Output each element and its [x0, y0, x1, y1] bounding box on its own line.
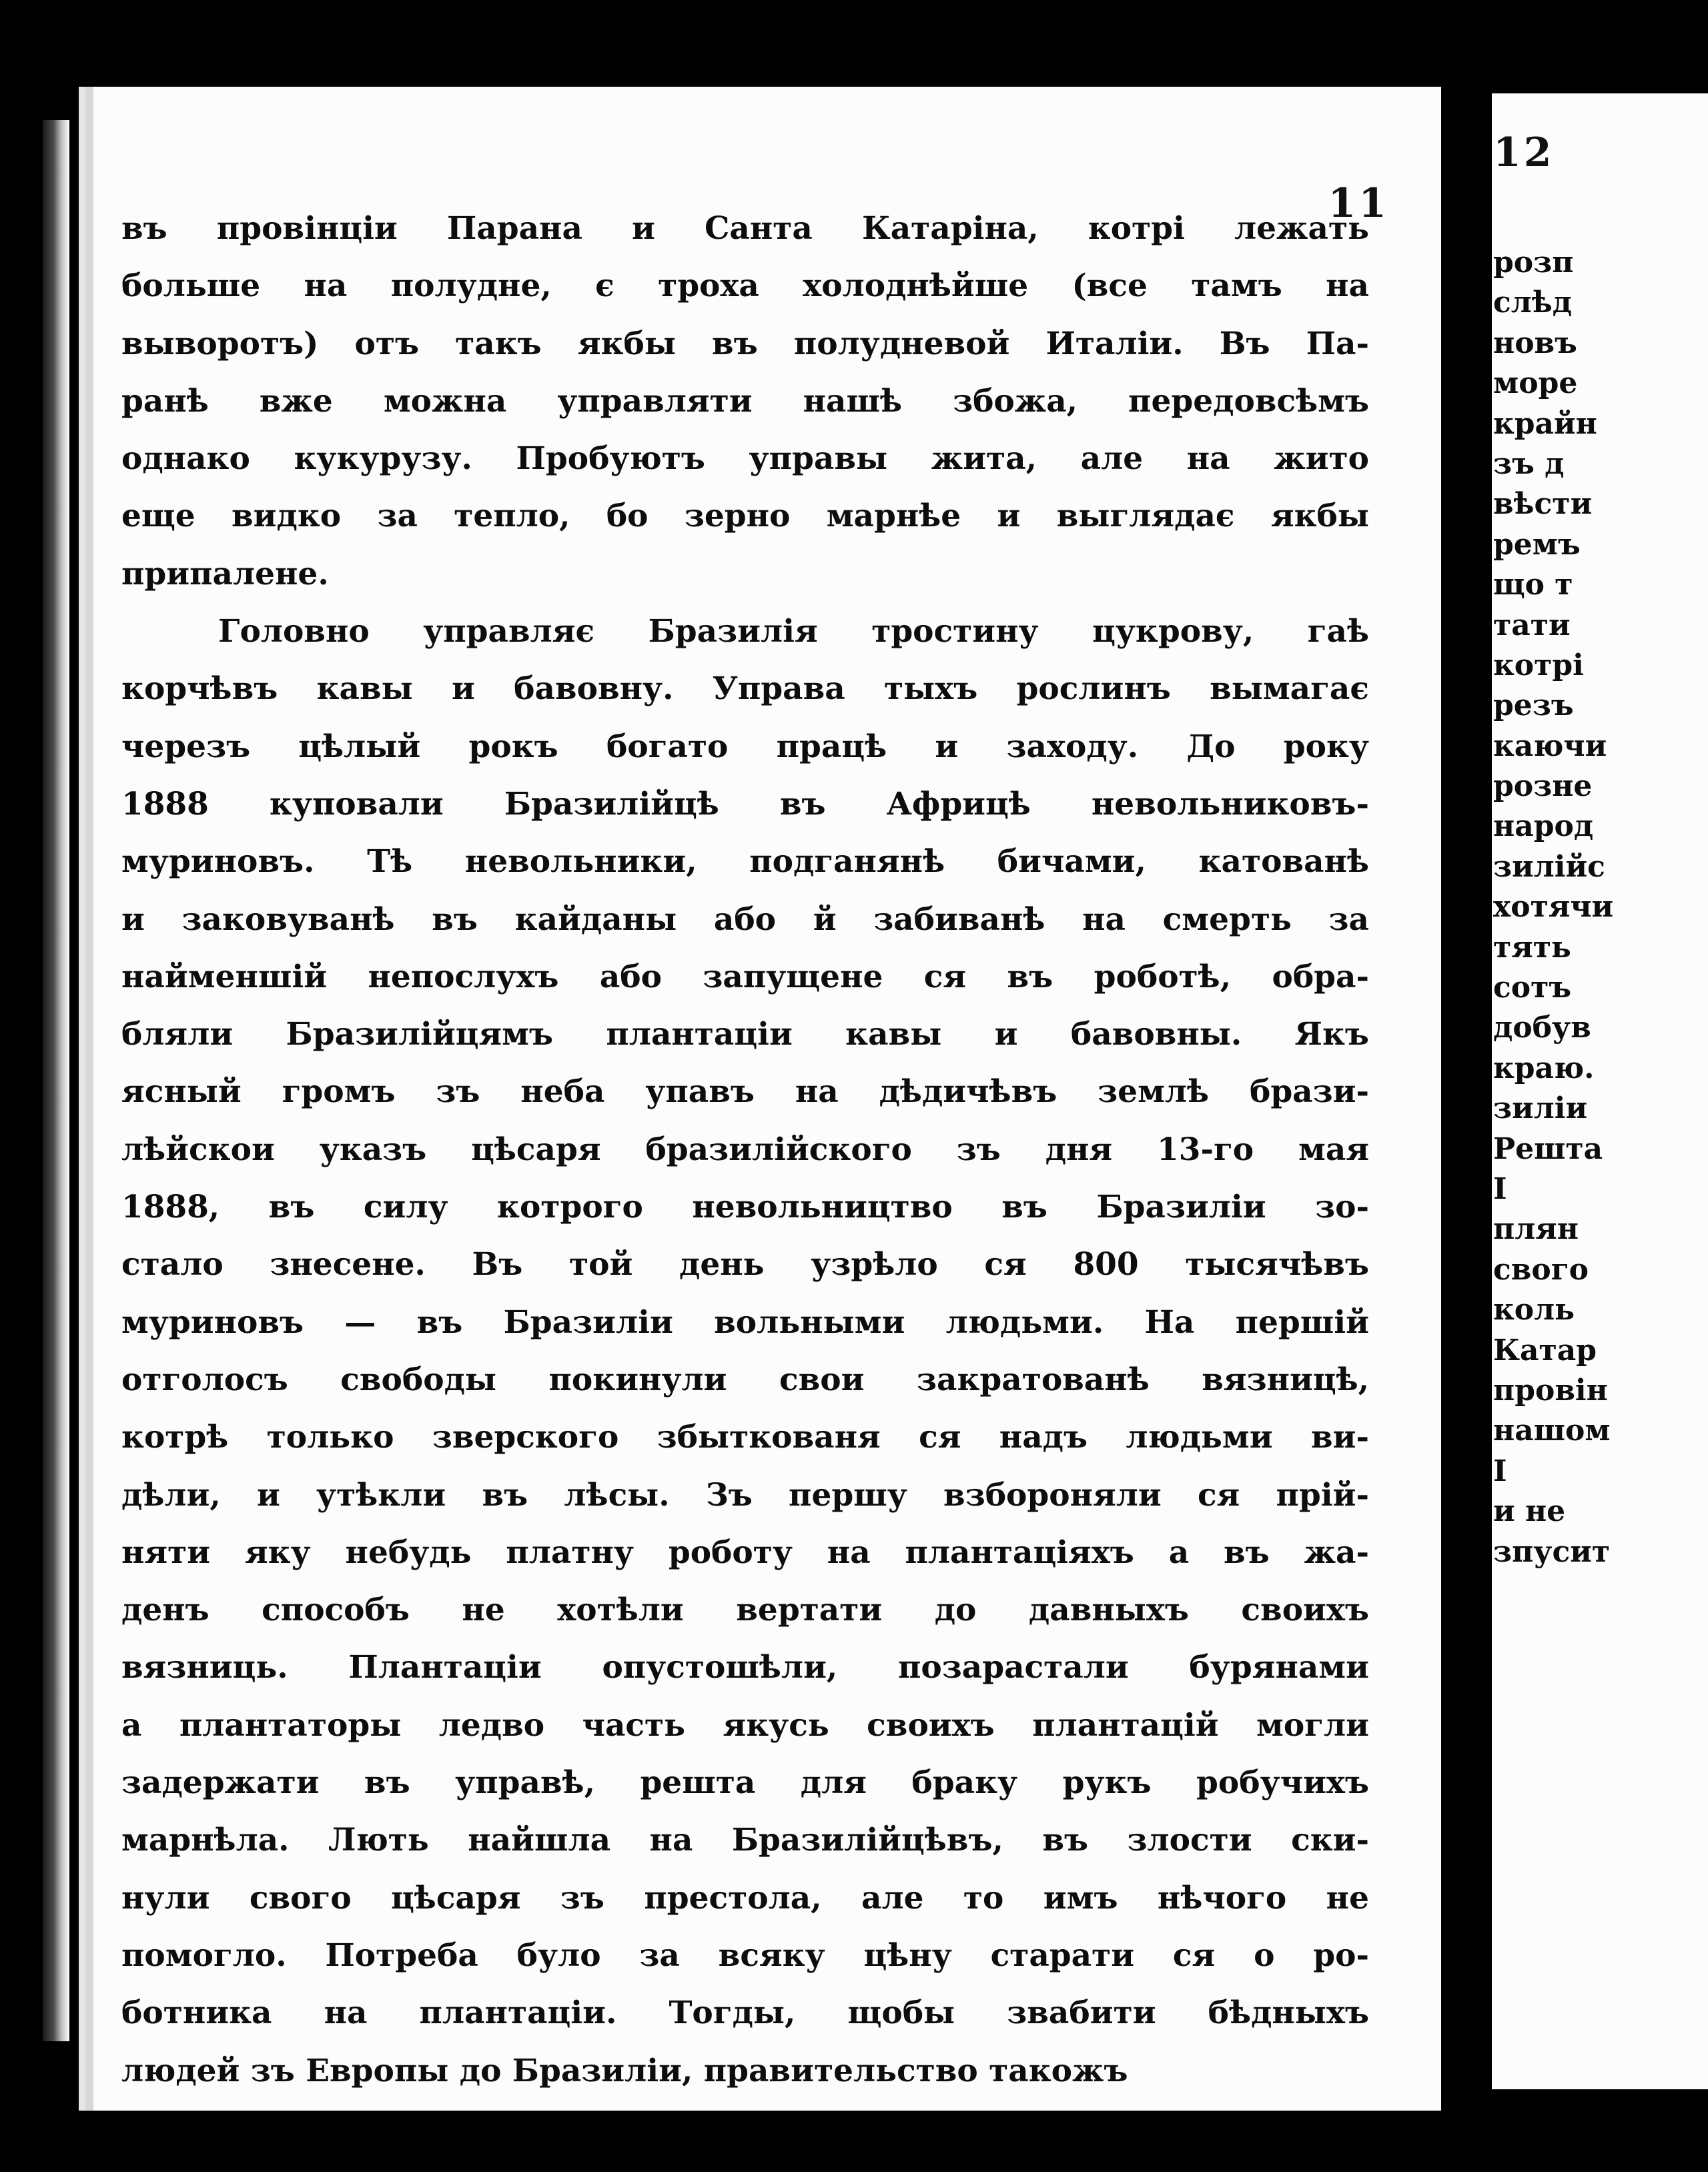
- text-line-fragment: зилійс: [1493, 849, 1605, 884]
- text-line-fragment: новъ: [1493, 326, 1577, 360]
- right-page: [1492, 93, 1708, 2089]
- text-line-fragment: каючи: [1493, 728, 1607, 763]
- text-line-fragment: добув: [1493, 1011, 1591, 1045]
- text-line: няти яку небудь платну роботу на плантаціяхъ а въ жа-: [121, 1534, 1369, 1571]
- text-line-fragment: зиліи: [1493, 1091, 1588, 1126]
- text-line: припалене.: [121, 555, 329, 592]
- right-page-text: [1493, 243, 1708, 1572]
- text-line: стало знесене. Въ той день узрѣло ся 800 тысячѣвъ: [121, 1246, 1369, 1283]
- text-line-fragment: ремъ: [1493, 527, 1581, 562]
- scan-background-bottom: [1484, 2089, 1708, 2172]
- text-line-fragment: провін: [1493, 1373, 1608, 1408]
- text-line-fragment: котрі: [1493, 648, 1584, 682]
- text-line: корчѣвъ кавы и бавовну. Управа тыхъ рослинъ вымагає: [121, 670, 1369, 708]
- text-line-fragment: резъ: [1493, 688, 1574, 723]
- text-line: людей зъ Европы до Бразиліи, правительство такожъ: [121, 2052, 1128, 2089]
- text-line-fragment: Решта: [1493, 1131, 1603, 1166]
- text-line-fragment: плян: [1493, 1212, 1579, 1247]
- text-line-fragment: и не: [1493, 1494, 1566, 1529]
- text-line: муриновъ. Тѣ невольники, подганянѣ бичами, катованѣ: [121, 843, 1369, 881]
- text-line-fragment: І: [1493, 1171, 1507, 1206]
- text-line-fragment: краю.: [1493, 1051, 1595, 1085]
- text-line: въ провінціи Парана и Санта Катаріна, котрі лежать: [121, 210, 1369, 247]
- text-line: а плантаторы ледво часть якусь своихъ плантацій могли: [121, 1706, 1369, 1744]
- text-line: выворотъ) отъ такъ якбы въ полудневой Италіи. Въ Па-: [121, 325, 1369, 362]
- text-line: муриновъ — въ Бразиліи вольными людьми. На першій: [121, 1303, 1369, 1341]
- text-line: ботника на плантаціи. Тогды, щобы звабити бѣдныхъ: [121, 1995, 1369, 2032]
- text-line: марнѣла. Лють найшла на Бразилійцѣвъ, въ злости ски-: [121, 1822, 1369, 1859]
- text-line: дѣли, и утѣкли въ лѣсы. Зъ першу взбороняли ся прій-: [121, 1476, 1369, 1514]
- text-line-fragment: свого: [1493, 1252, 1589, 1287]
- text-line: ранѣ вже можна управляти нашѣ збожа, передовсѣмъ: [121, 382, 1369, 420]
- text-line: найменшій непослухъ або запущене ся въ роботѣ, обра-: [121, 958, 1369, 995]
- text-line-fragment: зпусит: [1493, 1534, 1611, 1569]
- page-number-left: 11: [1328, 180, 1389, 227]
- text-line: больше на полудне, є троха холоднѣйше (все тамъ на: [121, 267, 1369, 305]
- text-line-fragment: тати: [1493, 608, 1571, 642]
- text-line: котрѣ только зверского збыткованя ся надъ людьми ви-: [121, 1419, 1369, 1456]
- text-line: однако кукурузу. Пробуютъ управы жита, але на жито: [121, 440, 1369, 478]
- text-line: ясный громъ зъ неба упавъ на дѣдичѣвъ землѣ брази-: [121, 1073, 1369, 1111]
- text-line-fragment: що т: [1493, 568, 1573, 602]
- text-line: вязниць. Плантаціи опустошѣли, позарастали бурянами: [121, 1649, 1369, 1686]
- text-line: помогло. Потреба було за всяку цѣну старати ся о ро-: [121, 1937, 1369, 1974]
- text-line-fragment: коль: [1493, 1293, 1575, 1327]
- text-line-fragment: крайн: [1493, 406, 1597, 441]
- text-line-fragment: нашом: [1493, 1414, 1611, 1448]
- text-line: и заковуванѣ въ кайданы або й забиванѣ на смерть за: [121, 901, 1369, 938]
- text-line-fragment: тять: [1493, 930, 1571, 965]
- text-line: Головно управляє Бразилія тростину цукрову, гаѣ: [218, 613, 1369, 650]
- left-page-text: [121, 200, 1369, 2100]
- text-line: 1888 куповали Бразилійцѣ въ Африцѣ невольниковъ-: [121, 785, 1369, 823]
- text-line: задержати въ управѣ, решта для браку рукъ робучихъ: [121, 1764, 1369, 1802]
- text-line: нули свого цѣсаря зъ престола, але то имъ нѣчого не: [121, 1879, 1369, 1917]
- text-line-fragment: сотъ: [1493, 971, 1572, 1005]
- text-line-fragment: Катар: [1493, 1333, 1597, 1368]
- text-line: денъ способъ не хотѣли вертати до давныхъ своихъ: [121, 1592, 1369, 1629]
- text-line-fragment: народ: [1493, 809, 1594, 844]
- book-binding: [43, 120, 69, 2041]
- text-line-fragment: розп: [1493, 245, 1574, 280]
- text-line: 1888, въ силу котрого невольництво въ Бразиліи зо-: [121, 1189, 1369, 1226]
- text-line-fragment: розне: [1493, 769, 1593, 804]
- text-line-fragment: хотячи: [1493, 890, 1614, 925]
- text-line-fragment: вѣсти: [1493, 487, 1593, 522]
- page-number-right: 12: [1493, 129, 1555, 176]
- text-line: еще видко за тепло, бо зерно марнѣе и выглядає якбы: [121, 498, 1369, 535]
- text-line: черезъ цѣлый рокъ богато працѣ и заходу. До року: [121, 728, 1369, 765]
- text-line-fragment: море: [1493, 366, 1578, 401]
- text-line: отголосъ свободы покинули свои закратованѣ вязницѣ,: [121, 1361, 1369, 1398]
- text-line-fragment: слѣд: [1493, 286, 1573, 320]
- text-line: бляли Бразилійцямъ плантаціи кавы и бавовны. Якъ: [121, 1016, 1369, 1053]
- text-line: лѣйскои указъ цѣсаря бразилійского зъ дня 13-го мая: [121, 1131, 1369, 1168]
- text-line-fragment: І: [1493, 1454, 1507, 1488]
- text-line-fragment: зъ д: [1493, 446, 1565, 481]
